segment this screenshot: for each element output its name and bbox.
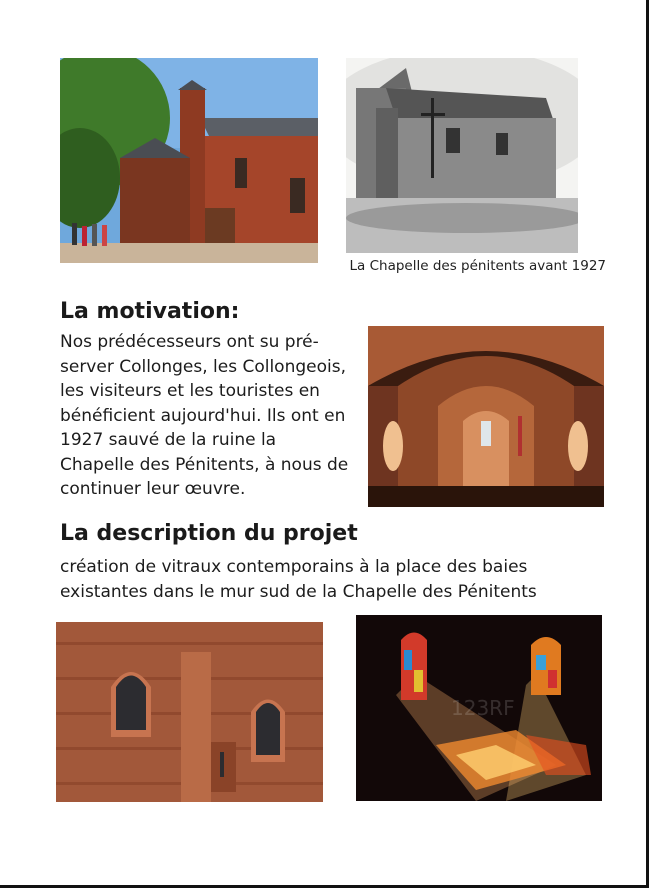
motivation-line: Nos prédécesseurs ont su pré-	[60, 332, 319, 352]
motivation-line: Chapelle des Pénitents, à nous de	[60, 454, 349, 475]
motivation-line: continuer leur œuvre.	[60, 479, 246, 499]
chapel-interior-photo	[368, 326, 604, 507]
description-line: existantes dans le mur sud de la Chapelle des Pénitents	[60, 581, 537, 602]
chapel-old-photo	[346, 58, 578, 253]
motivation-heading: La motivation:	[60, 299, 240, 324]
south-wall-photo	[56, 622, 323, 802]
description-line: création de vitraux contemporains à la place des baies	[60, 557, 528, 577]
stained-glass-photo	[356, 615, 602, 801]
photo-caption: La Chapelle des pénitents avant 1927	[349, 258, 606, 274]
description-paragraph	[60, 555, 580, 604]
motivation-line: 1927 sauvé de la ruine la	[60, 430, 277, 450]
description-heading: La description du projet	[60, 521, 358, 546]
motivation-line: server Collonges, les Collongeois,	[60, 356, 346, 377]
chapel-color-photo	[60, 58, 318, 263]
motivation-paragraph	[60, 330, 360, 502]
motivation-line: les visiteurs et les touristes en	[60, 381, 320, 401]
motivation-line: bénéficient aujourd'hui. Ils ont en	[60, 405, 346, 426]
watermark-text: 123RF	[451, 696, 515, 720]
